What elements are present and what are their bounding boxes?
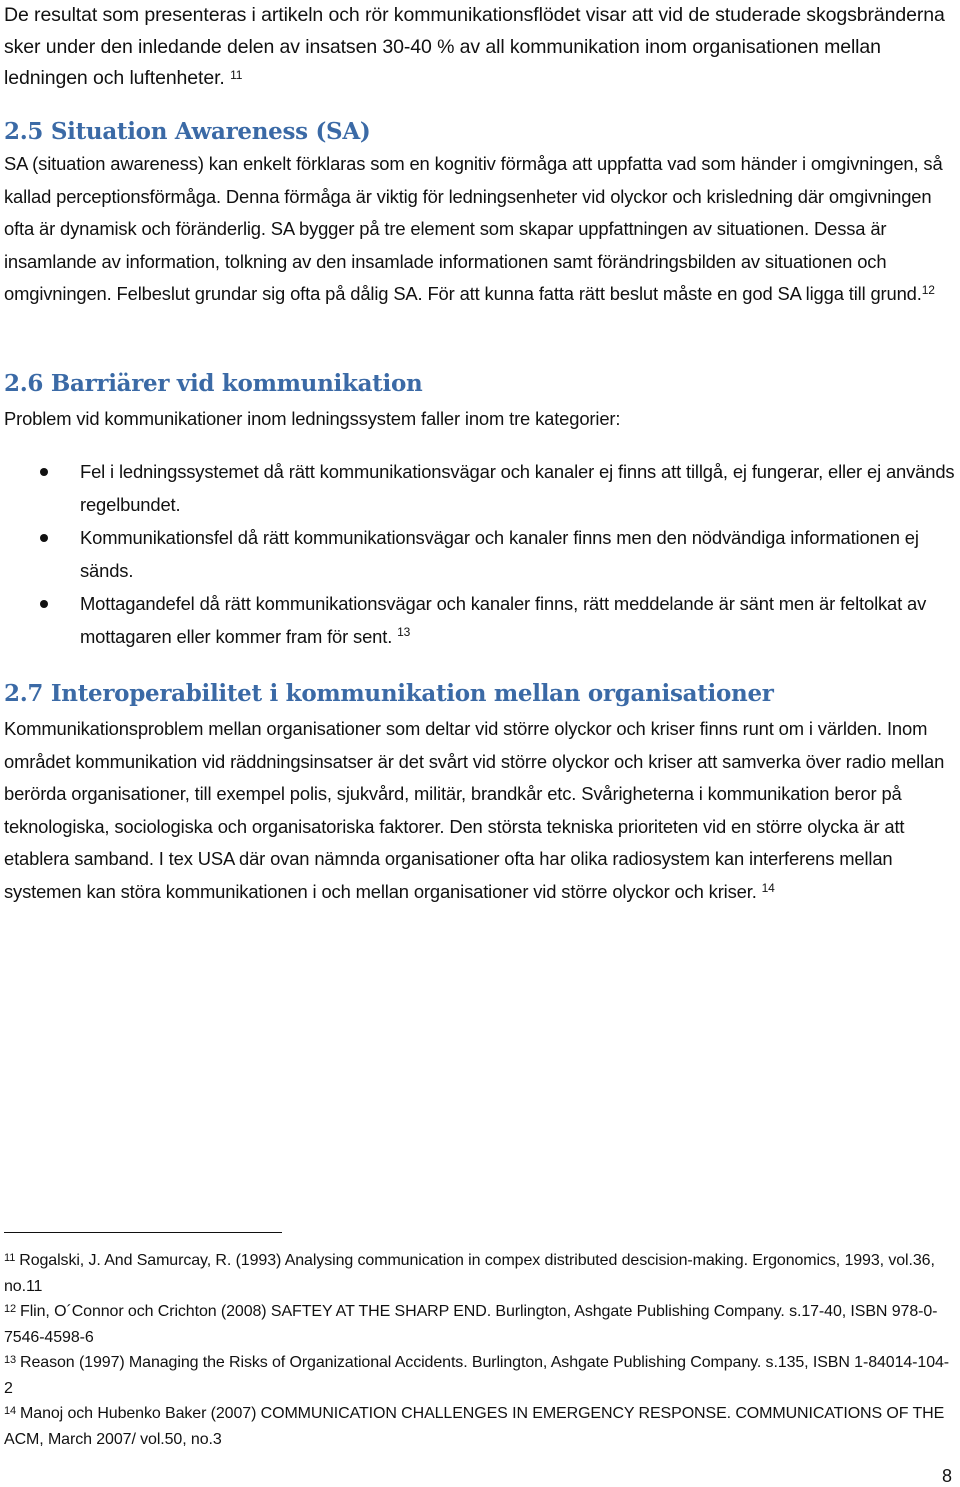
list-item [0, 455, 958, 521]
footnote-12 [4, 1299, 952, 1350]
bullet-icon [40, 600, 48, 608]
footnote-14 [4, 1401, 952, 1452]
interop-paragraph [4, 713, 956, 909]
heading-interoperability: 2.7 Interoperabilitet i kommunikation mellan organisationer [4, 680, 774, 707]
footnotes [4, 1248, 952, 1452]
sa-text: SA (situation awareness) kan enkelt förklaras som en kognitiv förmåga att uppfatta vad som händer i omgivningen, så kallad perceptionsförmåga. Denna förmåga är viktig för ledningsenheter vid olyckor och krisledning där omgivningen ofta är dynamisk och föränderlig. SA bygger på tre element som skapar uppfattningen av situationen. Dessa är insamlande av information, tolkning av den insamlade informationen samt förändringsbilden av situationen och omgivningen. Felbeslut grundar sig ofta på dålig SA. För att kunna fatta rätt beslut måste en god SA ligga till grund. [4, 153, 943, 305]
heading-barriers: 2.6 Barriärer vid kommunikation [4, 370, 423, 397]
list-item-text: Kommunikationsfel då rätt kommunikationsvägar och kanaler finns men den nödvändiga informationen ej sänds. [80, 527, 919, 581]
footnote-number: 11 [4, 1252, 16, 1264]
footnote-text: Rogalski, J. And Samurcay, R. (1993) Analysing communication in compex distributed descision-making. Ergonomics, 1993, vol.36, no.11 [4, 1252, 935, 1295]
page-number: 8 [941, 1466, 952, 1486]
footnote-ref-14: 14 [761, 880, 775, 895]
barriers-paragraph: Problem vid kommunikationer inom ledningssystem faller inom tre kategorier: [4, 408, 621, 429]
interop-text: Kommunikationsproblem mellan organisationer som deltar vid större olyckor och kriser finns runt om i världen. Inom området kommunikation vid räddningsinsatser är det svårt vid större olyckor och kriser att samverka över radio mellan berörda organisationer, till exempel polis, sjukvård, militär, brandkår etc. Svårigheterna i kommunikation beror på teknologiska, sociologiska och organisatoriska faktorer. Den största tekniska prioriteten vid en större olycka är att etablera samband. I tex USA där ovan nämnda organisationer ofta har olika radiosystem kan interferens mellan systemen kan störa kommunikationen i och mellan organisationer vid större olyckor och kriser. [4, 718, 945, 902]
footnote-ref-11: 11 [230, 68, 243, 82]
list-item [0, 587, 958, 653]
footnote-ref-13: 13 [397, 625, 411, 639]
heading-situation-awareness: 2.5 Situation Awareness (SA) [4, 118, 371, 145]
footnote-text: Flin, O´Connor och Crichton (2008) SAFTEY AT THE SHARP END. Burlington, Ashgate Publishing Company. s.17-40, ISBN 978-0-7546-4598-6 [4, 1303, 938, 1346]
bullet-icon [40, 468, 48, 476]
intro-text: De resultat som presenteras i artikeln och rör kommunikationsflödet visar att vid de studerade skogsbränderna sker under den inledande delen av insatsen 30-40 % av all kommunikation inom organisationen mellan ledningen och luftenheter. [4, 4, 945, 89]
footnote-number: 13 [4, 1354, 17, 1366]
footnote-number: 14 [4, 1405, 17, 1417]
footnote-11 [4, 1248, 952, 1299]
bullet-icon [40, 534, 48, 542]
footnote-number: 12 [4, 1303, 17, 1315]
list-item-text: Fel i ledningssystemet då rätt kommunikationsvägar och kanaler ej finns att tillgå, ej fungerar, eller ej används regelbundet. [80, 461, 955, 515]
footnote-divider [4, 1232, 282, 1233]
list-item-text: Mottagandefel då rätt kommunikationsvägar och kanaler finns, rätt meddelande är sänt men är feltolkat av mottagaren eller kommer fram för sent. [80, 593, 927, 647]
footnote-ref-12: 12 [921, 283, 935, 298]
barriers-list [0, 455, 960, 653]
footnote-text: Manoj och Hubenko Baker (2007) COMMUNICATION CHALLENGES IN EMERGENCY RESPONSE. COMMUNICATIONS OF THE ACM, March 2007/ vol.50, no.3 [4, 1405, 945, 1448]
footnote-13 [4, 1350, 952, 1401]
sa-paragraph [4, 148, 956, 311]
footnote-text: Reason (1997) Managing the Risks of Organizational Accidents. Burlington, Ashgate Publishing Company. s.135, ISBN 1-84014-104-2 [4, 1354, 950, 1397]
list-item [0, 521, 958, 587]
intro-paragraph [4, 0, 952, 95]
